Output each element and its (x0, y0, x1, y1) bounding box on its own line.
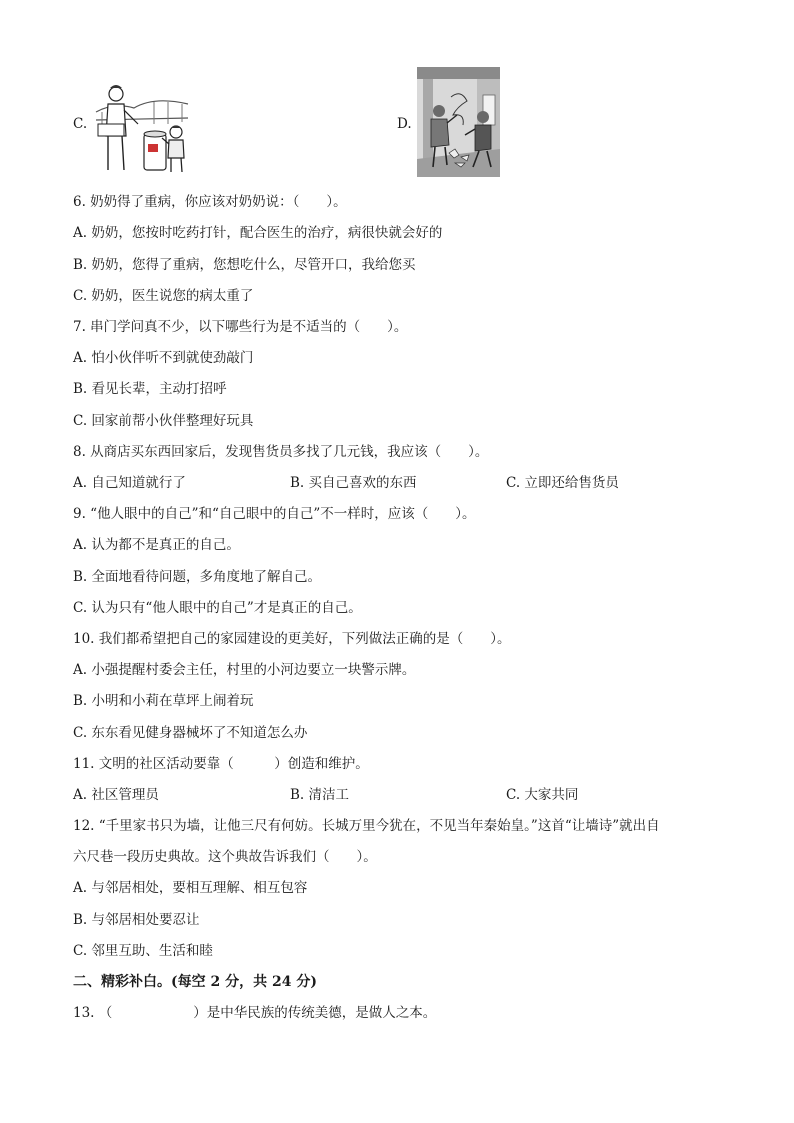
question-6-stem: 6. 奶奶得了重病，你应该对奶奶说：（ ）。 (73, 194, 347, 210)
question-6-option-a: A. 奶奶，您按时吃药打针，配合医生的治疗，病很快就会好的 (73, 225, 443, 241)
question-10-option-a: A. 小强提醒村委会主任，村里的小河边要立一块警示牌。 (73, 662, 416, 678)
question-8-option-a: A. 自己知道就行了 (73, 475, 186, 491)
question-13-stem: 13. （ ）是中华民族的传统美德，是做人之本。 (73, 1005, 437, 1021)
section-2-heading: 二、精彩补白。(每空 2 分，共 24 分) (73, 974, 317, 990)
question-7-option-b: B. 看见长辈，主动打招呼 (73, 381, 227, 397)
question-12-option-a: A. 与邻居相处，要相互理解、相互包容 (73, 880, 308, 896)
question-7-option-a: A. 怕小伙伴听不到就使劲敲门 (73, 350, 254, 366)
wall-scrawling-illustration (417, 67, 500, 177)
question-7-stem: 7. 串门学问真不少，以下哪些行为是不适当的（ ）。 (73, 319, 408, 335)
question-6-option-b: B. 奶奶，您得了重病，您想吃什么，尽管开口，我给您买 (73, 257, 416, 273)
question-12-stem-line2: 六尺巷一段历史典故。这个典故告诉我们（ ）。 (73, 849, 377, 865)
question-9-stem: 9. “他人眼中的自己”和“自己眼中的自己”不一样时，应该（ ）。 (73, 506, 476, 522)
question-10-option-c: C. 东东看见健身器械坏了不知道怎么办 (73, 725, 308, 741)
question-12-option-b: B. 与邻居相处要忍让 (73, 912, 200, 928)
question-11-option-b: B. 清洁工 (290, 787, 350, 803)
question-8-stem: 8. 从商店买东西回家后，发现售货员多找了几元钱，我应该（ ）。 (73, 444, 489, 460)
option-c-letter: C. (73, 116, 88, 132)
question-11-option-a: A. 社区管理员 (73, 787, 159, 803)
question-9-option-b: B. 全面地看待问题，多角度地了解自己。 (73, 569, 322, 585)
question-11-option-c: C. 大家共同 (506, 787, 579, 803)
trash-bin-illustration (94, 74, 190, 174)
question-10-option-b: B. 小明和小莉在草坪上闹着玩 (73, 693, 254, 709)
question-8-option-c: C. 立即还给售货员 (506, 475, 619, 491)
trash-bin-illustration-svg (94, 74, 190, 174)
question-9-option-a: A. 认为都不是真正的自己。 (73, 537, 240, 553)
question-10-stem: 10. 我们都希望把自己的家园建设的更美好，下列做法正确的是（ ）。 (73, 631, 511, 647)
question-11-stem: 11. 文明的社区活动要靠（ ）创造和维护。 (73, 756, 369, 772)
wall-scrawling-illustration-svg (417, 67, 500, 177)
question-9-option-c: C. 认为只有“他人眼中的自己”才是真正的自己。 (73, 600, 362, 616)
question-7-option-c: C. 回家前帮小伙伴整理好玩具 (73, 413, 254, 429)
question-6-option-c: C. 奶奶，医生说您的病太重了 (73, 288, 254, 304)
question-12-stem-line1: 12. “千里家书只为墙，让他三尺有何妨。长城万里今犹在，不见当年秦始皇。”这首“让墙诗”就出自 (73, 818, 660, 834)
question-12-option-c: C. 邻里互助、生活和睦 (73, 943, 213, 959)
question-8-option-b: B. 买自己喜欢的东西 (290, 475, 417, 491)
option-d-letter: D. (397, 116, 412, 132)
